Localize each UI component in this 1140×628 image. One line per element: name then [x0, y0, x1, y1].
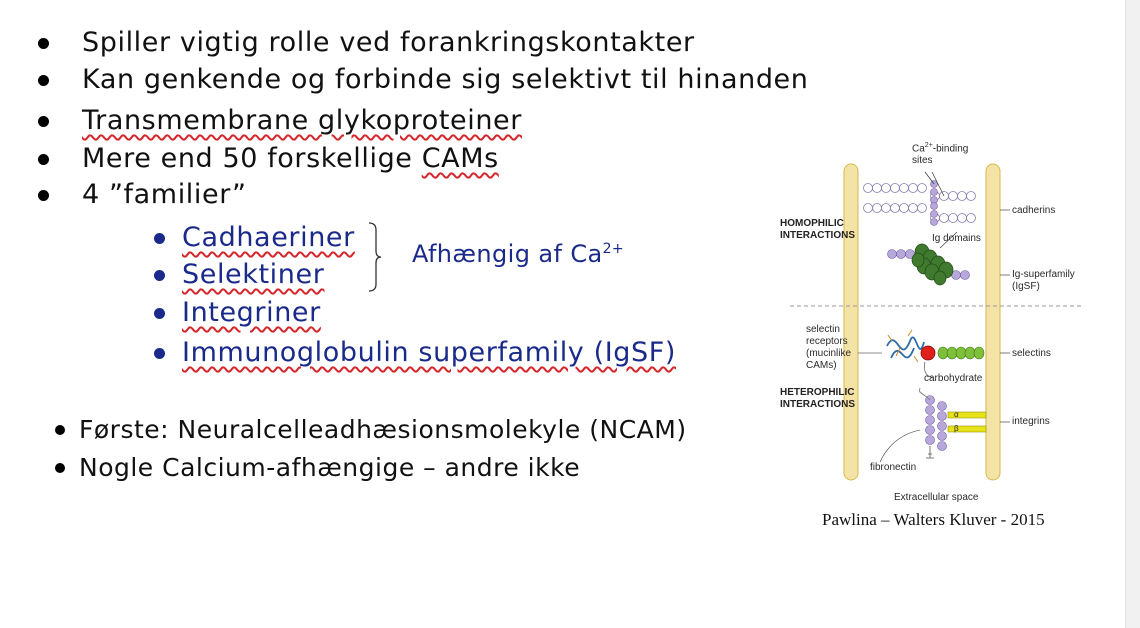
ig-superfamily-line2: (IgSF) [1012, 281, 1040, 292]
scrollbar[interactable] [1125, 0, 1140, 628]
bullet-dot [38, 75, 49, 86]
bullet-text: 4 ”familier” [82, 179, 247, 210]
calcium-note-text: Afhængig af Ca [412, 240, 603, 268]
calcium-note [412, 240, 624, 268]
brace-icon [368, 222, 382, 292]
bullet-dot [154, 270, 165, 281]
homophilic-line2: INTERACTIONS [780, 230, 855, 241]
fibronectin-label: fibronectin [870, 462, 917, 473]
bullet-text-underlined: CAMs [421, 143, 499, 174]
family-label: Selektiner [182, 259, 325, 290]
heterophilic-line1: HETEROPHILIC [780, 387, 855, 398]
bullet-dot [55, 463, 65, 473]
selectin-receptors-line: CAMs) [806, 360, 837, 371]
heterophilic-label [780, 387, 855, 411]
bullet-text: Nogle Calcium-afhængige – andre ikke [79, 453, 581, 482]
carbohydrate-label: carbohydrate [924, 373, 983, 384]
bullet-text: Første: Neuralcelleadhæsionsmolekyle (NCAM) [79, 415, 687, 444]
bullet-text [82, 142, 499, 176]
cam-diagram [772, 136, 1092, 508]
calcium-note-superscript: 2+ [602, 241, 625, 257]
family-label: Cadhaeriner [182, 222, 355, 253]
cam-diagram-graphic [772, 136, 1092, 508]
bullet-text-plain: Mere end 50 forskellige [82, 143, 422, 174]
bullet-dot [154, 308, 165, 319]
beta-label: β [954, 424, 959, 433]
ca-binding-sup: 2+ [924, 142, 933, 149]
selectin-receptors-line: (mucinlike [806, 348, 852, 359]
family-label: Immunoglobulin superfamily (IgSF) [182, 337, 677, 368]
figure-credit: Pawlina – Walters Kluver - 2015 [822, 510, 1045, 529]
selectin-receptors-line: receptors [806, 336, 848, 347]
ca-binding-rest: -binding [932, 143, 969, 155]
ca-binding-label [912, 140, 968, 167]
bullet-dot [38, 116, 49, 127]
bullet-dot [38, 190, 49, 201]
bullet-dot [154, 233, 165, 244]
homophilic-label [780, 218, 855, 242]
bullet-text: Kan genkende og forbinde sig selektivt til hinanden [82, 64, 809, 95]
bullet-text: Spiller vigtig rolle ved forankringskontakter [82, 27, 695, 58]
selectin-receptors-label [806, 324, 851, 372]
ig-superfamily-line1: Ig-superfamily [1012, 269, 1075, 280]
cadherins-label: cadherins [1012, 205, 1056, 216]
alpha-label: α [954, 410, 959, 419]
integrins-label: integrins [1012, 416, 1050, 427]
bullet-dot [38, 38, 49, 49]
homophilic-line1: HOMOPHILIC [780, 218, 844, 229]
bullet-text: Transmembrane glykoproteiner [82, 105, 522, 136]
bullet-dot [154, 348, 165, 359]
ca-binding-base: Ca [912, 143, 925, 155]
ig-superfamily-label [1012, 269, 1075, 293]
extracellular-space-label: Extracellular space [894, 492, 979, 503]
family-label: Integriner [182, 297, 321, 328]
bullet-dot [38, 154, 49, 165]
ca-binding-line2: sites [912, 155, 933, 167]
ig-domains-label: Ig domains [932, 233, 981, 244]
heterophilic-line2: INTERACTIONS [780, 399, 855, 410]
bullet-dot [55, 425, 65, 435]
selectin-receptors-line: selectin [806, 324, 840, 335]
selectins-label: selectins [1012, 348, 1051, 359]
